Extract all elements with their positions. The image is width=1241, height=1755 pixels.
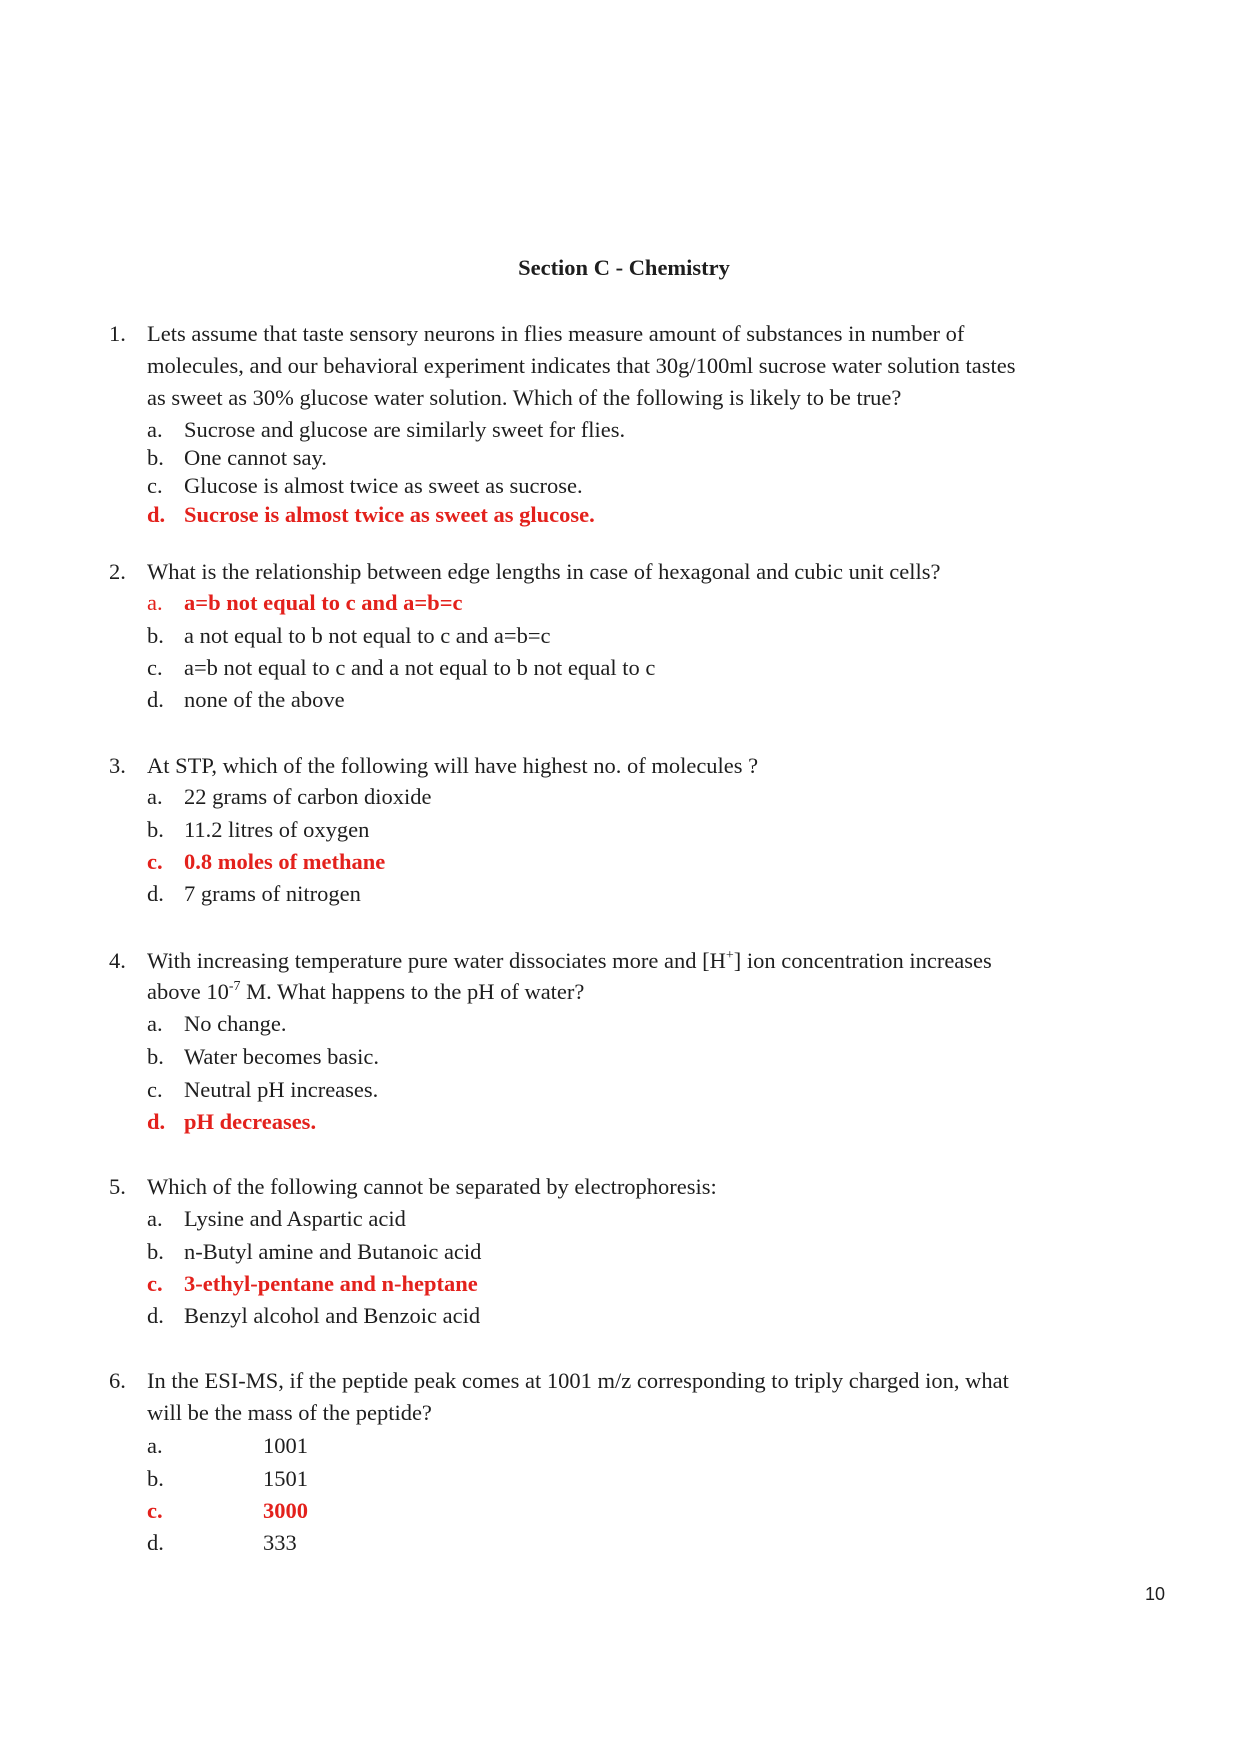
question-text-line: At STP, which of the following will have highest no. of molecules ? [147, 753, 759, 778]
option-text: n-Butyl amine and Butanoic acid [184, 1239, 482, 1264]
question-text-line: molecules, and our behavioral experiment indicates that 30g/100ml sucrose water solution tastes [147, 353, 1016, 378]
option-text: Lysine and Aspartic acid [184, 1206, 406, 1231]
answer-option [147, 623, 551, 649]
answer-option [147, 687, 345, 713]
answer-option [147, 655, 655, 681]
answer-option [147, 784, 431, 810]
question-number: 1. [109, 321, 126, 346]
option-label: b. [147, 1044, 164, 1069]
option-text: Water becomes basic. [184, 1044, 379, 1069]
option-label: c. [147, 655, 163, 680]
option-label: c. [147, 1498, 163, 1523]
answer-option [147, 445, 327, 471]
question-text-line: Which of the following cannot be separated by electrophoresis: [147, 1174, 717, 1199]
answer-option [147, 1044, 379, 1070]
page-number: 10 [1145, 1584, 1166, 1604]
answer-option [147, 1303, 480, 1329]
option-text: Sucrose and glucose are similarly sweet for flies. [184, 417, 626, 442]
option-label: c. [147, 849, 163, 874]
answer-option [147, 1530, 297, 1556]
question-text-line: as sweet as 30% glucose water solution. Which of the following is likely to be true? [147, 385, 902, 410]
question-text-line: What is the relationship between edge lengths in case of hexagonal and cubic unit cells? [147, 559, 941, 584]
option-text: a=b not equal to c and a not equal to b not equal to c [184, 655, 656, 680]
question-number: 6. [109, 1368, 126, 1393]
answer-option [147, 881, 361, 907]
option-text: 0.8 moles of methane [184, 849, 386, 874]
question-text-line: Lets assume that taste sensory neurons in flies measure amount of substances in number of [147, 321, 965, 346]
text-segment: above 10 [147, 979, 229, 1004]
option-text: 11.2 litres of oxygen [184, 817, 370, 842]
option-text: 3000 [263, 1498, 308, 1523]
answer-option [147, 417, 625, 443]
superscript: + [725, 948, 734, 963]
option-text: 7 grams of nitrogen [184, 881, 361, 906]
option-label: b. [147, 1239, 164, 1264]
question-text-line [147, 979, 584, 1005]
option-label: d. [147, 1109, 166, 1134]
option-label: c. [147, 1077, 163, 1102]
option-text: none of the above [184, 687, 345, 712]
option-label: c. [147, 1271, 163, 1296]
option-label: d. [147, 502, 166, 527]
option-label: c. [147, 473, 163, 498]
answer-option [147, 1206, 406, 1232]
answer-option [147, 502, 595, 528]
option-label: a. [147, 590, 163, 615]
option-text: a not equal to b not equal to c and a=b=c [184, 623, 551, 648]
option-text: a=b not equal to c and a=b=c [184, 590, 463, 615]
superscript: -7 [228, 979, 241, 994]
answer-option [147, 1077, 378, 1103]
option-label: b. [147, 623, 164, 648]
answer-option [147, 1011, 286, 1037]
option-label: b. [147, 1466, 164, 1491]
option-text: 333 [263, 1530, 297, 1555]
section-title: Section C - Chemistry [518, 255, 730, 280]
option-text: No change. [184, 1011, 287, 1036]
text-segment: M. What happens to the pH of water? [240, 979, 585, 1004]
option-text: Neutral pH increases. [184, 1077, 379, 1102]
option-label: b. [147, 445, 164, 470]
option-label: a. [147, 417, 163, 442]
option-text: 1001 [263, 1433, 308, 1458]
option-text: Sucrose is almost twice as sweet as glucose. [184, 502, 595, 527]
answer-option [147, 1109, 316, 1135]
option-label: a. [147, 1011, 163, 1036]
text-segment: With increasing temperature pure water dissociates more and [H [147, 948, 726, 973]
question-number: 2. [109, 559, 126, 584]
answer-option [147, 849, 385, 875]
option-text: Benzyl alcohol and Benzoic acid [184, 1303, 481, 1328]
option-label: a. [147, 784, 163, 809]
answer-option [147, 1271, 478, 1297]
option-label: a. [147, 1206, 163, 1231]
text-segment: ] ion concentration increases [733, 948, 992, 973]
answer-option [147, 1239, 481, 1265]
answer-option [147, 817, 369, 843]
question-number: 3. [109, 753, 126, 778]
option-label: d. [147, 881, 164, 906]
option-label: d. [147, 687, 164, 712]
answer-option [147, 473, 583, 499]
option-text: One cannot say. [184, 445, 327, 470]
option-text: 22 grams of carbon dioxide [184, 784, 432, 809]
question-text-line [147, 948, 992, 974]
answer-option [147, 1498, 308, 1524]
question-text-line: will be the mass of the peptide? [147, 1400, 432, 1425]
option-text: pH decreases. [184, 1109, 317, 1134]
answer-option [147, 1466, 308, 1492]
option-text: 1501 [263, 1466, 308, 1491]
option-text: Glucose is almost twice as sweet as sucrose. [184, 473, 583, 498]
answer-option [147, 1433, 308, 1459]
option-text: 3-ethyl-pentane and n-heptane [184, 1271, 478, 1296]
question-number: 5. [109, 1174, 126, 1199]
question-text-line: In the ESI-MS, if the peptide peak comes at 1001 m/z corresponding to triply charged ion, what [147, 1368, 1009, 1393]
option-label: d. [147, 1303, 164, 1328]
option-label: d. [147, 1530, 164, 1555]
option-label: a. [147, 1433, 163, 1458]
option-label: b. [147, 817, 164, 842]
answer-option [147, 590, 463, 616]
question-number: 4. [109, 948, 126, 973]
